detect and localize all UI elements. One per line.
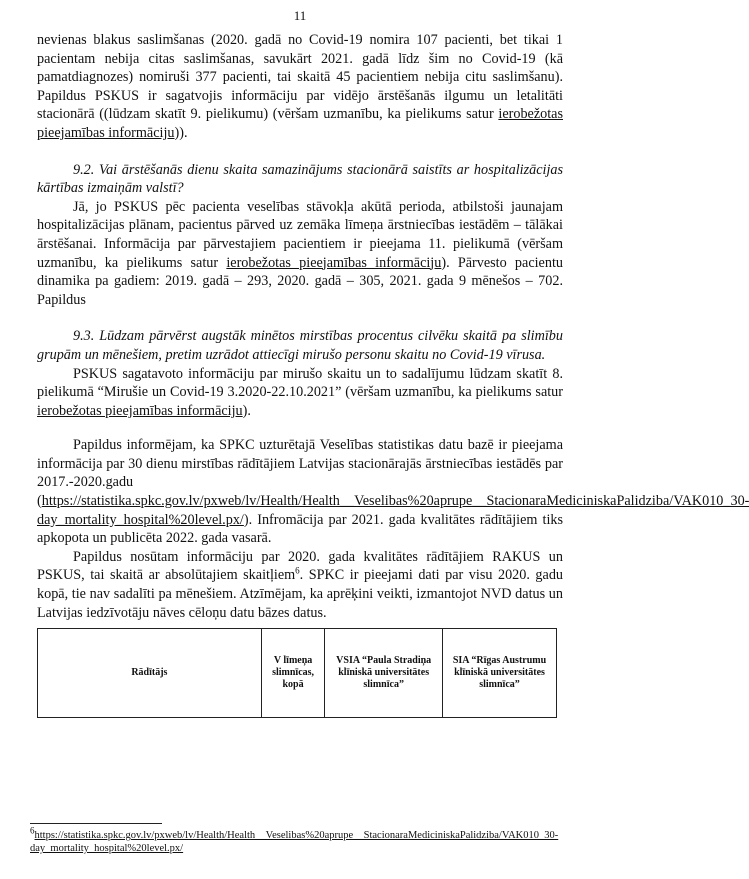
answer-9-3 bbox=[37, 365, 563, 421]
quality-indicators-table bbox=[37, 628, 557, 718]
header-pskus: VSIA “Paula Stradiņa klīniskā universitātes slimnīca” bbox=[325, 629, 443, 718]
question-9-2: 9.2. Vai ārstēšanās dienu skaita samazinājums stacionārā saistīts ar hospitalizācijas kārtības izmaiņām valstī? bbox=[37, 161, 563, 197]
footnote-link[interactable]: https://statistika.spkc.gov.lv/pxweb/lv/Health/Health__Veselibas%20aprupe__StacionaraMedicinіskaPalidziba/VAK010_30-day_mortality_hospital%20level.px/ bbox=[30, 830, 559, 854]
restricted-info-link: ierobežotas pieejamības informāciju bbox=[226, 254, 442, 271]
text: Papildus informējam, ka SPKC uzturētajā Veselības statistikas datu bazē ir pieejama informācija par 30 dienu mirstības rādītājiem Latvijas stacionārajās ārstniecības iestādēs par 2017.-2020.gadu ( bbox=[37, 437, 563, 510]
question-9-3: 9.3. Lūdzam pārvērst augstāk minētos mirstības procentus cilvēku skaitā pa slimību grupām un mēnešiem, pretim uzrādot attiecīgi mirušo personu skaitu no Covid-19 vīrusa. bbox=[37, 328, 563, 363]
header-rakus: SIA “Rīgas Austrumu klīniskā universitātes slimnīca” bbox=[442, 629, 556, 718]
footnote-ref[interactable]: 6 bbox=[295, 565, 300, 576]
page-number: 11 bbox=[293, 8, 307, 23]
table-header-row bbox=[38, 629, 557, 718]
header-indicator: Rādītājs bbox=[38, 629, 262, 718]
footnote-marker: 6 bbox=[30, 825, 35, 836]
text: ). Pārvesto pacientu dinamika pa gadiem: 2019. gadā – 293, 2020. gadā – 305, 2021. gada 9 mēnešos – 702. Papildus bbox=[37, 254, 563, 308]
text: ). bbox=[242, 402, 251, 419]
footnote-separator bbox=[30, 823, 162, 824]
paragraph-spkc-database bbox=[37, 436, 749, 548]
restricted-info-link: ierobežotas pieejamības informāciju bbox=[37, 402, 243, 419]
text: . SPKC ir pieejami dati par visu 2020. gadu kopā, tie nav sadalīti pa mēnešiem. Atzīmējam, ka aprēķini veikti, izmantojot NVD datus un Latvijas iedzīvotāju nāves cēloņu datu bāzes datus. bbox=[37, 567, 564, 621]
text: Jā, jo PSKUS pēc pacienta veselības stāvokļa akūtā perioda, atbilstoši jaunajam hospitalizācijas plānam, pacientus pārved uz zemāka līmeņa ārstniecības iestādēm – tālākai ārstēšanai. Informācija par pārvestajiem pacientiem ir pieejama 11. pielikumā (vēršam uzmanību, ka pielikums satur bbox=[37, 198, 563, 271]
text: nevienas blakus saslimšanas (2020. gadā no Covid-19 nomira 107 pacienti, bet tikai 1 pacientam nebija citas saslimšanas, savukārt 2021. gadā līdz šim no Covid-19 (kā pamatdiagnozes) nomiruši 377 pacienti, tai skaitā 45 pacientiem nebija citu saslimšanu). Papildus PSKUS ir sagatvojis informāciju par vidējo ārstēšanās ilgumu un letalitāti stacionārā ((lūdzam skatīt 9. pielikumu) (vēršam uzmanību, ka pielikums satur bbox=[37, 32, 563, 123]
paragraph-mortality-intro bbox=[37, 31, 563, 143]
answer-9-2 bbox=[37, 198, 563, 310]
document-body bbox=[37, 31, 749, 718]
spkc-database-link[interactable]: https://statistika.spkc.gov.lv/pxweb/lv/Health/Health__Veselibas%20aprupe__StacionaraMediciniskaPalidziba/VAK010_30-day_mortality_hospital%20level.px/ bbox=[37, 493, 749, 528]
paragraph-quality-indicators bbox=[37, 548, 563, 622]
text: ). Infromācija par 2021. gada kvalitātes rādītājiem tiks apkopota un publicēta 2022. gada vasarā. bbox=[37, 511, 563, 547]
text: )). bbox=[174, 124, 188, 141]
footnote bbox=[30, 825, 590, 855]
text: PSKUS sagatavoto informāciju par mirušo skaitu un to sadalījumu lūdzam skatīt 8. pielikumā “Mirušie un Covid-19 3.2020-22.10.2021” (vēršam uzmanību, ka pielikums satur bbox=[37, 365, 563, 401]
text: Papildus nosūtam informāciju par 2020. gada kvalitātes rādītājiem RAKUS un PSKUS, tai skaitā ar absolūtajiem skaitļiem bbox=[37, 548, 563, 584]
header-level-v-hospitals: V līmeņa slimnīcas, kopā bbox=[261, 629, 325, 718]
restricted-info-link: ierobežotas pieejamības informāciju bbox=[37, 106, 563, 141]
